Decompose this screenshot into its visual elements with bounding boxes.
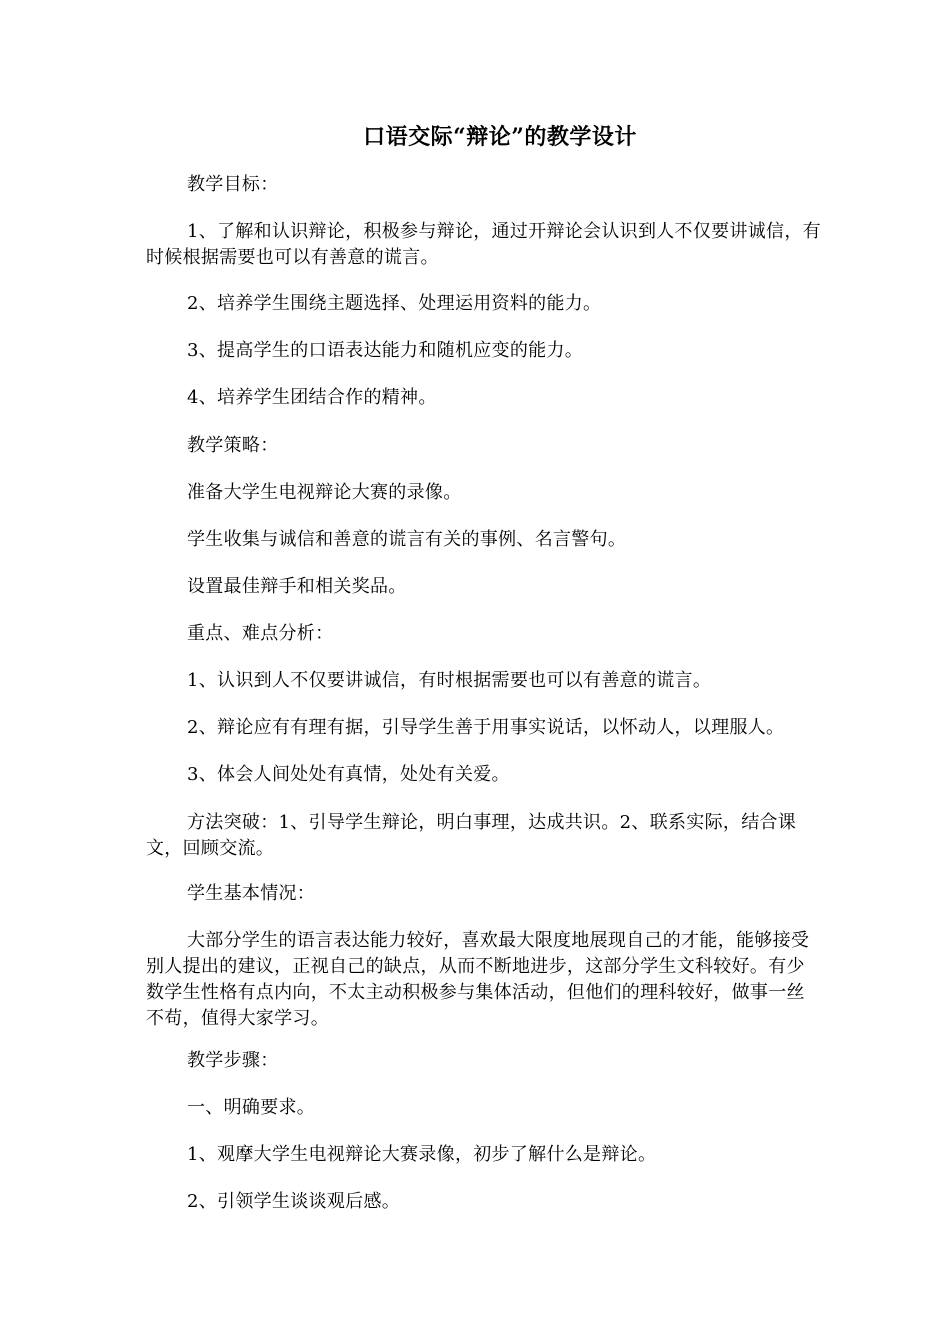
paragraph: 2、引领学生谈谈观后感。 (187, 1191, 401, 1212)
paragraph: 教学策略： (187, 435, 279, 456)
paragraph: 学生基本情况： (187, 883, 316, 904)
paragraph: 大部分学生的语言表达能力较好，喜欢最大限度地展现自己的才能，能够接受别人提出的建议，正视自己的缺点，从而不断地进步，这部分学生文科较好。有少数学生性格有点内向，不太主动积极参与集体活动，但他们的理科较好，做事一丝不苟，值得大家学习。 (146, 930, 810, 1029)
paragraph: 3、体会人间处处有真情，处处有关爱。 (187, 764, 510, 785)
document-title: 口语交际“辩论”的教学设计 (363, 124, 637, 150)
paragraph: 2、培养学生围绕主题选择、处理运用资料的能力。 (187, 293, 602, 314)
paragraph: 一、明确要求。 (187, 1097, 316, 1118)
paragraph: 2、辩论应有有理有据，引导学生善于用事实说话，以怀动人，以理服人。 (187, 717, 785, 738)
paragraph: 教学目标： (187, 174, 279, 195)
paragraph: 1、了解和认识辩论，积极参与辩论，通过开辩论会认识到人不仅要讲诚信，有时候根据需要也可以有善意的谎言。 (146, 221, 821, 268)
paragraph: 3、提高学生的口语表达能力和随机应变的能力。 (187, 340, 584, 361)
paragraph: 1、认识到人不仅要讲诚信，有时根据需要也可以有善意的谎言。 (187, 670, 712, 691)
paragraph: 设置最佳辩手和相关奖品。 (187, 576, 407, 597)
paragraph: 4、培养学生团结合作的精神。 (187, 387, 437, 408)
paragraph: 1、观摩大学生电视辩论大赛录像，初步了解什么是辩论。 (187, 1144, 657, 1165)
paragraph: 学生收集与诚信和善意的谎言有关的事例、名言警句。 (187, 529, 627, 550)
paragraph: 重点、难点分析： (187, 623, 334, 644)
paragraph: 准备大学生电视辩论大赛的录像。 (187, 482, 462, 503)
paragraph: 方法突破：1、引导学生辩论，明白事理，达成共识。2、联系实际，结合课文，回顾交流。 (146, 812, 797, 859)
paragraph: 教学步骤： (187, 1050, 279, 1071)
